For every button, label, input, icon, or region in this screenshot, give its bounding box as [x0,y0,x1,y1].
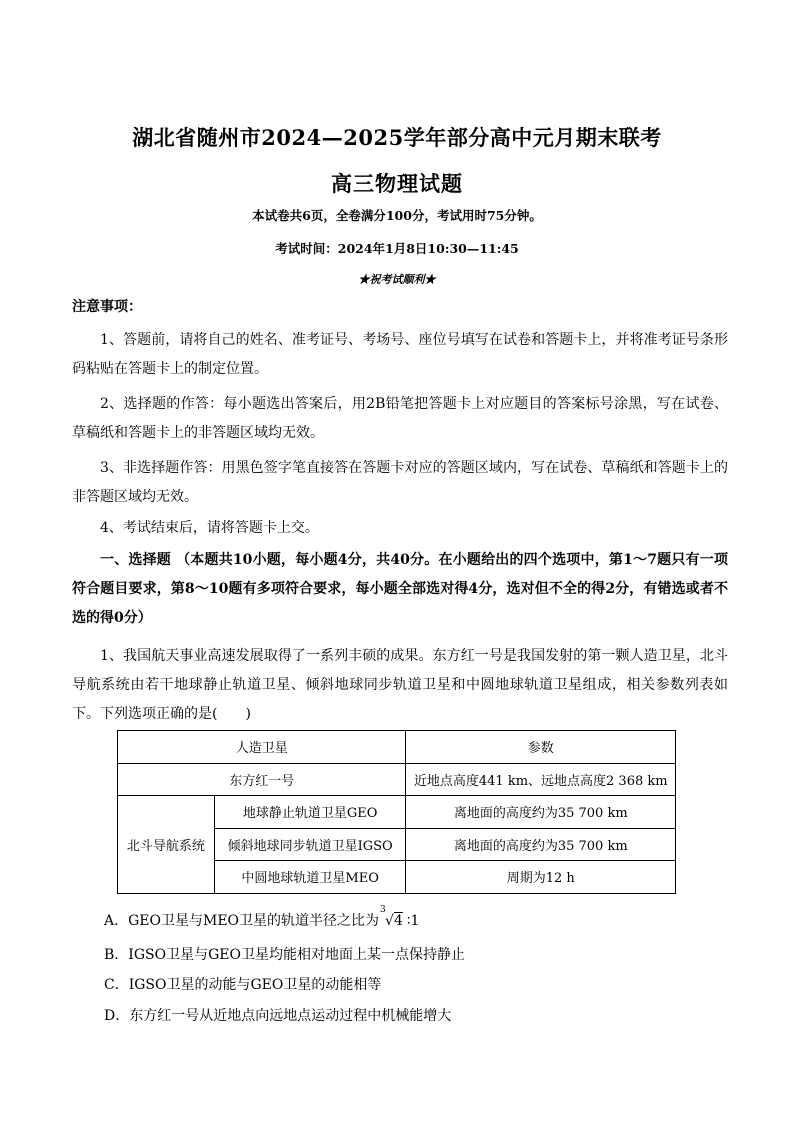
note-item-3: 3、非选择题作答：用黑色签字笔直接答在答题卡对应的答题区域内，写在试卷、草稿纸和答题卡上的非答题区域均无效。 [72,460,728,505]
root-radicand: 4 [393,913,403,929]
dfh-name-cell: 东方红一号 [118,763,406,796]
table-row [118,796,676,829]
exam-info: 本试卷共6页，全卷满分100分，考试用时75分钟。 [252,208,542,223]
option-d: D．东方红一号从近地点向远地点运动过程中机械能增大 [104,1008,452,1024]
geo-name-cell: 地球静止轨道卫星GEO [214,796,406,829]
cube-root: 3 √4 [380,905,403,929]
meo-name-cell: 中圆地球轨道卫星MEO [214,861,406,894]
note-item-4: 4、考试结束后，请将答题卡上交。 [100,520,319,536]
beidou-group-cell: 北斗导航系统 [118,796,215,894]
dfh-param-cell: 近地点高度441 km、远地点高度2 368 km [406,763,676,796]
exam-title: 湖北省随州市2024—2025学年部分高中元月期末联考 [132,125,662,150]
igso-name-cell: 倾斜地球同步轨道卫星IGSO [214,828,406,861]
notes-heading: 注意事项： [72,299,142,315]
option-b: B．IGSO卫星与GEO卫星均能相对地面上某一点保持静止 [104,947,465,963]
meo-param-cell: 周期为12 h [406,861,676,894]
igso-param-cell: 离地面的高度约为35 700 km [406,828,676,861]
geo-param-cell: 离地面的高度约为35 700 km [406,796,676,829]
section-1-instructions [72,546,728,633]
good-luck-banner: ★祝考试顺利★ [358,273,436,286]
header-parameters: 参数 [406,731,676,764]
table-header-row [118,731,676,764]
exam-subtitle: 高三物理试题 [331,171,463,196]
table-row [118,763,676,796]
note-item-1: 1、答题前，请将自己的姓名、准考证号、考场号、座位号填写在试卷和答题卡上，并将准考证号条形码粘贴在答题卡上的制定位置。 [72,332,728,377]
section-1-desc: （本题共10小题，每小题4分，共40分。在小题给出的四个选项中，第1～7题只有一项符合题目要求，第8～10题有多项符合要求，每小题全部选对得4分，选对但不全的得2分，有错选或者不选的得0分） [72,552,728,626]
header-satellite: 人造卫星 [118,731,406,764]
satellite-table [117,730,676,894]
option-a-suffix: ∶1 [406,913,420,929]
option-c: C．IGSO卫星的动能与GEO卫星的动能相等 [104,977,382,993]
root-index: 3 [380,905,386,915]
option-a-prefix: A．GEO卫星与MEO卫星的轨道半径之比为 [104,913,380,929]
option-a [104,905,420,930]
question-1-stem: 1、我国航天事业高速发展取得了一系列丰硕的成果。东方红一号是我国发射的第一颗人造卫星，北斗导航系统由若干地球静止轨道卫星、倾斜地球同步轨道卫星和中圆地球轨道卫星组成，相关参数列表如下。下列选项正确的是( ) [72,648,728,722]
section-1-title: 一、选择题 [100,552,172,568]
exam-time: 考试时间：2024年1月8日10:30—11:45 [275,241,519,256]
note-item-2: 2、选择题的作答：每小题选出答案后，用2B铅笔把答题卡上对应题目的答案标号涂黑，写在试卷、草稿纸和答题卡上的非答题区域均无效。 [72,396,728,441]
